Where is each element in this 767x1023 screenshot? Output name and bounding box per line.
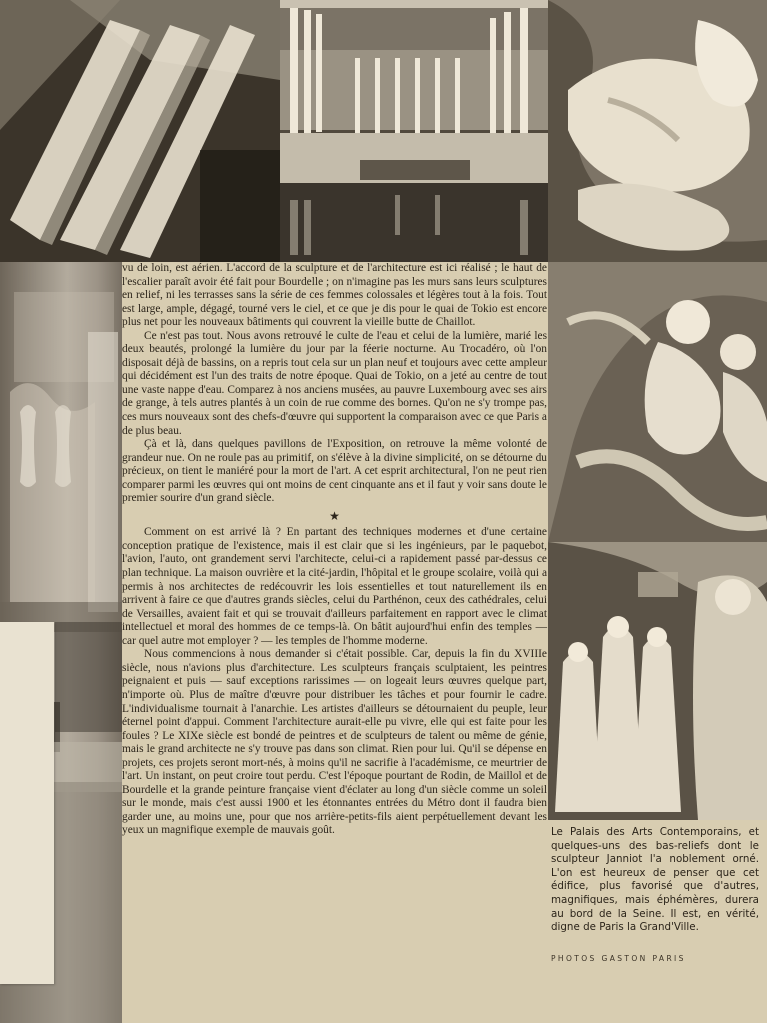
section-separator-star: ★	[329, 508, 340, 523]
article-paragraph: Çà et là, dans quelques pavillons de l'Exposition, on retrouve la même volonté de grandeur nue. On ne roule pas au primitif, on s'élève à la divine simplicité, on se détourne du précieux, on tient le maniéré pour la mort de l'art. A cet esprit architectural, l'on ne peut rien comparer parmi les œuvres qui ont moins de cent cinquante ans et il faut y voir sans doute le premier sourire d'un grand siècle.	[122, 438, 547, 505]
article-paragraph: Comment on est arrivé là ? En partant des techniques modernes et d'une certaine conception pratique de l'existence, mais il est clair que si les ingénieurs, par le paquebot, l'avion, l'auto, ont grandement servi l'architecte, celui-ci a rapidement passé par-dessus ce plan technique. La maison ouvrière et la cité-jardin, l'hôpital et le groupe scolaire, voilà qui a permis à nos architectes de redécouvrir les lois essentielles et tout naturellement ils en arrivent à faire ce que d'autres grands siècles, celui du Parthénon, ceux des cathédrales, celui de Versailles, avaient fait et qui se trouvait d'ailleurs parfaitement en rapport avec le climat intellectuel et moral des hommes de ce temps-là. On bâtit aujourd'hui enfin des temples — car quel autre mot employer ? — les temples de l'homme moderne.	[122, 526, 547, 647]
relief-swimmers-photo	[548, 0, 767, 262]
palais-courtyard-photo	[280, 0, 548, 262]
photo-credit: PHOTOS GASTON PARIS	[551, 954, 686, 963]
article-paragraph: Ce n'est pas tout. Nous avons retrouvé le culte de l'eau et celui de la lumière, marié les deux beautés, prolongé la lumière du jour par la féerie nocturne. Au Trocadéro, où l'on disposait déjà de bassins, on a repris tout cela sur un plan neuf et toujours avec cette ampleur qui décidément est l'un des traits de notre époque. Quai de Tokio, on a jeté au centre de tout une vaste nappe d'eau. Comparez à nos anciens musées, au pauvre Luxembourg avec ses airs de grange, à tels autres plantés à un coin de rue comme des bornes. Qu'on ne s'y trompe pas, ces murs nouveaux sont des chefs-d'œuvre qui supportent la comparaison avec ce que Paris a de plus beau.	[122, 329, 547, 437]
article-paragraph: vu de loin, est aérien. L'accord de la sculpture et de l'architecture est ici réalisé ; le haut de l'escalier paraît avoir été fait pour Bourdelle ; on n'imagine pas les murs sans leurs sculptures en relief, ni les terrasses sans la série de ces femmes colossales et légères tout à la fois. Tout est large, ample, dégagé, tourné vers le ciel, et ce que je dis pour le quai de Tokio est encore plus net pour les nouveaux bâtiments qui couvrent la vieille butte de Chaillot.	[122, 262, 547, 329]
relief-procession-photo	[548, 542, 767, 820]
photo-caption: Le Palais des Arts Contemporains, et quelques-uns des bas-reliefs dont le sculpteur Janniot l'a noblement orné. L'on est heureux de penser que cet édifice, plus favorisé que d'autres, magnifiques, mais éphémères, durera au bord de la Seine. Il est, en vérité, digne de Paris la Grand'Ville.	[551, 826, 759, 934]
article-paragraph: Nous commencions à nous demander si c'était possible. Car, depuis la fin du XVIIIe siècle, nous n'avions plus d'architecture. Les sculpteurs français sculptaient, les peintres peignaient et puis — sauf exceptions rarissimes — on logeait leurs œuvres quelque part, n'importe où. Plus de maître d'œuvre pour distribuer les tâches et pour fournir le cadre. L'individualisme tournait à l'anarchie. Les artistes d'ailleurs se détournaient du peuple, leur éternel point d'appui. Comment l'architecture aurait-elle pu vivre, elle qui est faite pour les foules ? Le XIXe siècle est bondé de peintres et de sculpteurs de talent ou même de génie, mais le grand architecte ne s'y trouve pas dans son climat. Rien pour lui. Qu'il se dépense en projets, ces projets seront mort-nés, à moins qu'il ne sacrifie à l'académisme, ce meurtrier de l'art. Un instant, on peut croire tout perdu. C'est l'époque pourtant de Rodin, de Maillol et de Bourdelle et la grande peinture française vient d'éclater au long d'un siècle comme un soleil sur le monde, mais c'est aussi 1900 et les étonnantes entrées du Métro dont il faudra bien garder une, au moins une, pour que nos arrière-petits-fils aient perpétuellement devant les yeux un magnifique exemple de mauvais goût.	[122, 648, 547, 837]
paper-tab	[0, 622, 54, 984]
relief-women-photo	[548, 262, 767, 542]
article-body	[122, 262, 547, 838]
columns-closeup-photo	[0, 0, 280, 262]
